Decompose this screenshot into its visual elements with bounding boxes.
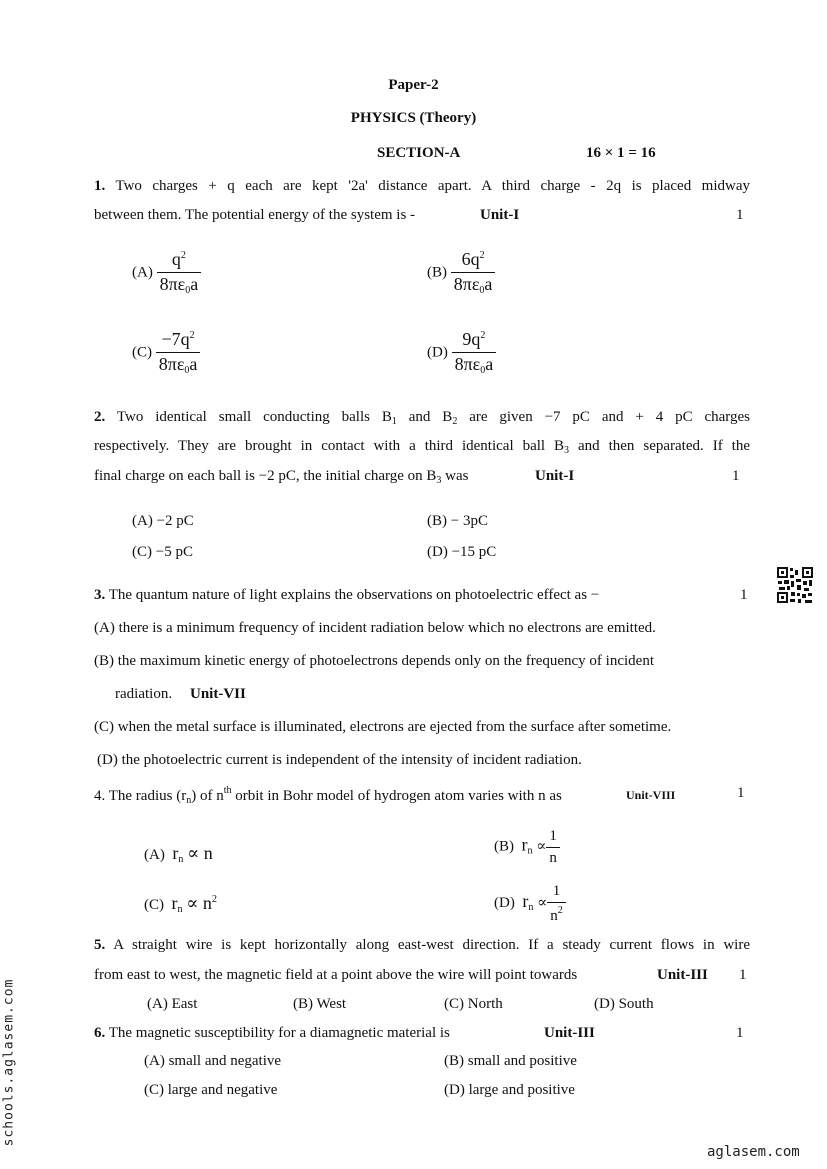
- q1-option-c: (C) $\frac{-7q^2}{8\pi\varepsilon_0a}$: [132, 330, 200, 376]
- q6-option-d: (D) large and positive: [444, 1082, 575, 1098]
- qr-code-icon: [776, 566, 814, 604]
- q5-option-b: (B) West: [293, 996, 347, 1012]
- q2-mark: 1: [732, 468, 740, 484]
- q6-mark: 1: [736, 1025, 744, 1041]
- q2-number: 2.: [94, 409, 106, 425]
- q5-line2: from east to west, the magnetic field at a point above the wire will point towards: [94, 967, 578, 983]
- section-title: SECTION-A: [377, 145, 461, 161]
- q4-option-b: (B) $r_n$ ∝ $\frac{1}{n}$: [494, 828, 560, 866]
- q5-option-c: (C) North: [444, 996, 503, 1012]
- q6-option-c: (C) large and negative: [144, 1082, 278, 1098]
- q1-option-a: (A) $\frac{q^2}{8\pi\varepsilon_0a}$: [132, 250, 201, 296]
- q5-option-a: (A) East: [147, 996, 198, 1012]
- q1-unit: Unit-I: [480, 207, 520, 223]
- q3-option-d: (D) the photoelectric current is independent of the intensity of incident radiation.: [97, 752, 582, 768]
- q1-number: 1.: [94, 178, 106, 194]
- q2-line2: respectively. They are brought in contact with a third identical ball $B_3$ and then separated. If the: [94, 438, 750, 456]
- q2-option-b: (B) − 3pC: [427, 513, 488, 529]
- q3-option-b-line2: radiation.: [115, 686, 173, 702]
- q2-option-d: (D) −15 pC: [427, 544, 497, 560]
- q2-unit: Unit-I: [535, 468, 575, 484]
- q6-number: 6.: [94, 1025, 106, 1041]
- q6-unit: Unit-III: [544, 1025, 595, 1041]
- watermark-right: aglasem.com: [707, 1144, 800, 1160]
- q5-mark: 1: [739, 967, 747, 983]
- q3-stem: 3. The quantum nature of light explains the observations on photoelectric effect as −: [94, 587, 600, 603]
- q4-option-c: (C) $r_n \propto n^2$: [144, 893, 217, 915]
- q3-unit: Unit-VII: [190, 686, 246, 702]
- watermark-left: schools.aglasem.com: [1, 978, 17, 1147]
- q4-unit: Unit-VIII: [626, 788, 676, 802]
- q6-option-a: (A) small and negative: [144, 1053, 282, 1069]
- q3-mark: 1: [740, 587, 748, 603]
- q5-unit: Unit-III: [657, 967, 708, 983]
- q5-option-d: (D) South: [594, 996, 654, 1012]
- q4-option-a: (A) $r_n \propto n$: [144, 843, 213, 865]
- q3-option-a: (A) there is a minimum frequency of incident radiation below which no electrons are emitted.: [94, 620, 656, 636]
- q3-option-b-line1: (B) the maximum kinetic energy of photoelectrons depends only on the frequency of incident: [94, 653, 654, 669]
- q5-number: 5.: [94, 937, 106, 953]
- subject-title: PHYSICS (Theory): [350, 110, 477, 126]
- section-marks: 16 × 1 = 16: [586, 145, 656, 161]
- q1-line2: between them. The potential energy of the system is -: [94, 207, 416, 223]
- q4-mark: 1: [737, 785, 745, 801]
- q2-line3: final charge on each ball is −2 pC, the initial charge on $B_3$ was: [94, 468, 469, 486]
- q1-option-b: (B) $\frac{6q^2}{8\pi\varepsilon_0a}$: [427, 250, 495, 296]
- q1-line1: 1. Two charges + q each are kept '2a' distance apart. A third charge - 2q is placed midway: [94, 178, 750, 194]
- q1-option-d: (D) $\frac{9q^2}{8\pi\varepsilon_0a}$: [427, 330, 496, 376]
- q6-stem: 6. The magnetic susceptibility for a diamagnetic material is: [94, 1025, 450, 1041]
- q3-number: 3.: [94, 587, 106, 603]
- q2-line1: 2. Two identical small conducting balls $B_1$ and $B_2$ are given −7 pC and + 4 pC charges: [94, 409, 751, 427]
- q6-option-b: (B) small and positive: [444, 1053, 577, 1069]
- q2-option-c: (C) −5 pC: [132, 544, 193, 560]
- q2-option-a: (A) −2 pC: [132, 513, 194, 529]
- paper-title: Paper-2: [388, 77, 439, 93]
- q3-option-c: (C) when the metal surface is illuminated, electrons are ejected from the surface after sometime.: [94, 719, 672, 735]
- q1-mark: 1: [736, 207, 744, 223]
- q4-stem: 4. The radius $(r_n)$ of $n^{th}$ orbit in Bohr model of hydrogen atom varies with n as: [94, 785, 562, 806]
- q5-line1: 5. A straight wire is kept horizontally along east-west direction. If a steady current flows in wire: [94, 937, 750, 953]
- q4-option-d: (D) $r_n$ ∝ $\frac{1}{n^2}$: [494, 883, 566, 924]
